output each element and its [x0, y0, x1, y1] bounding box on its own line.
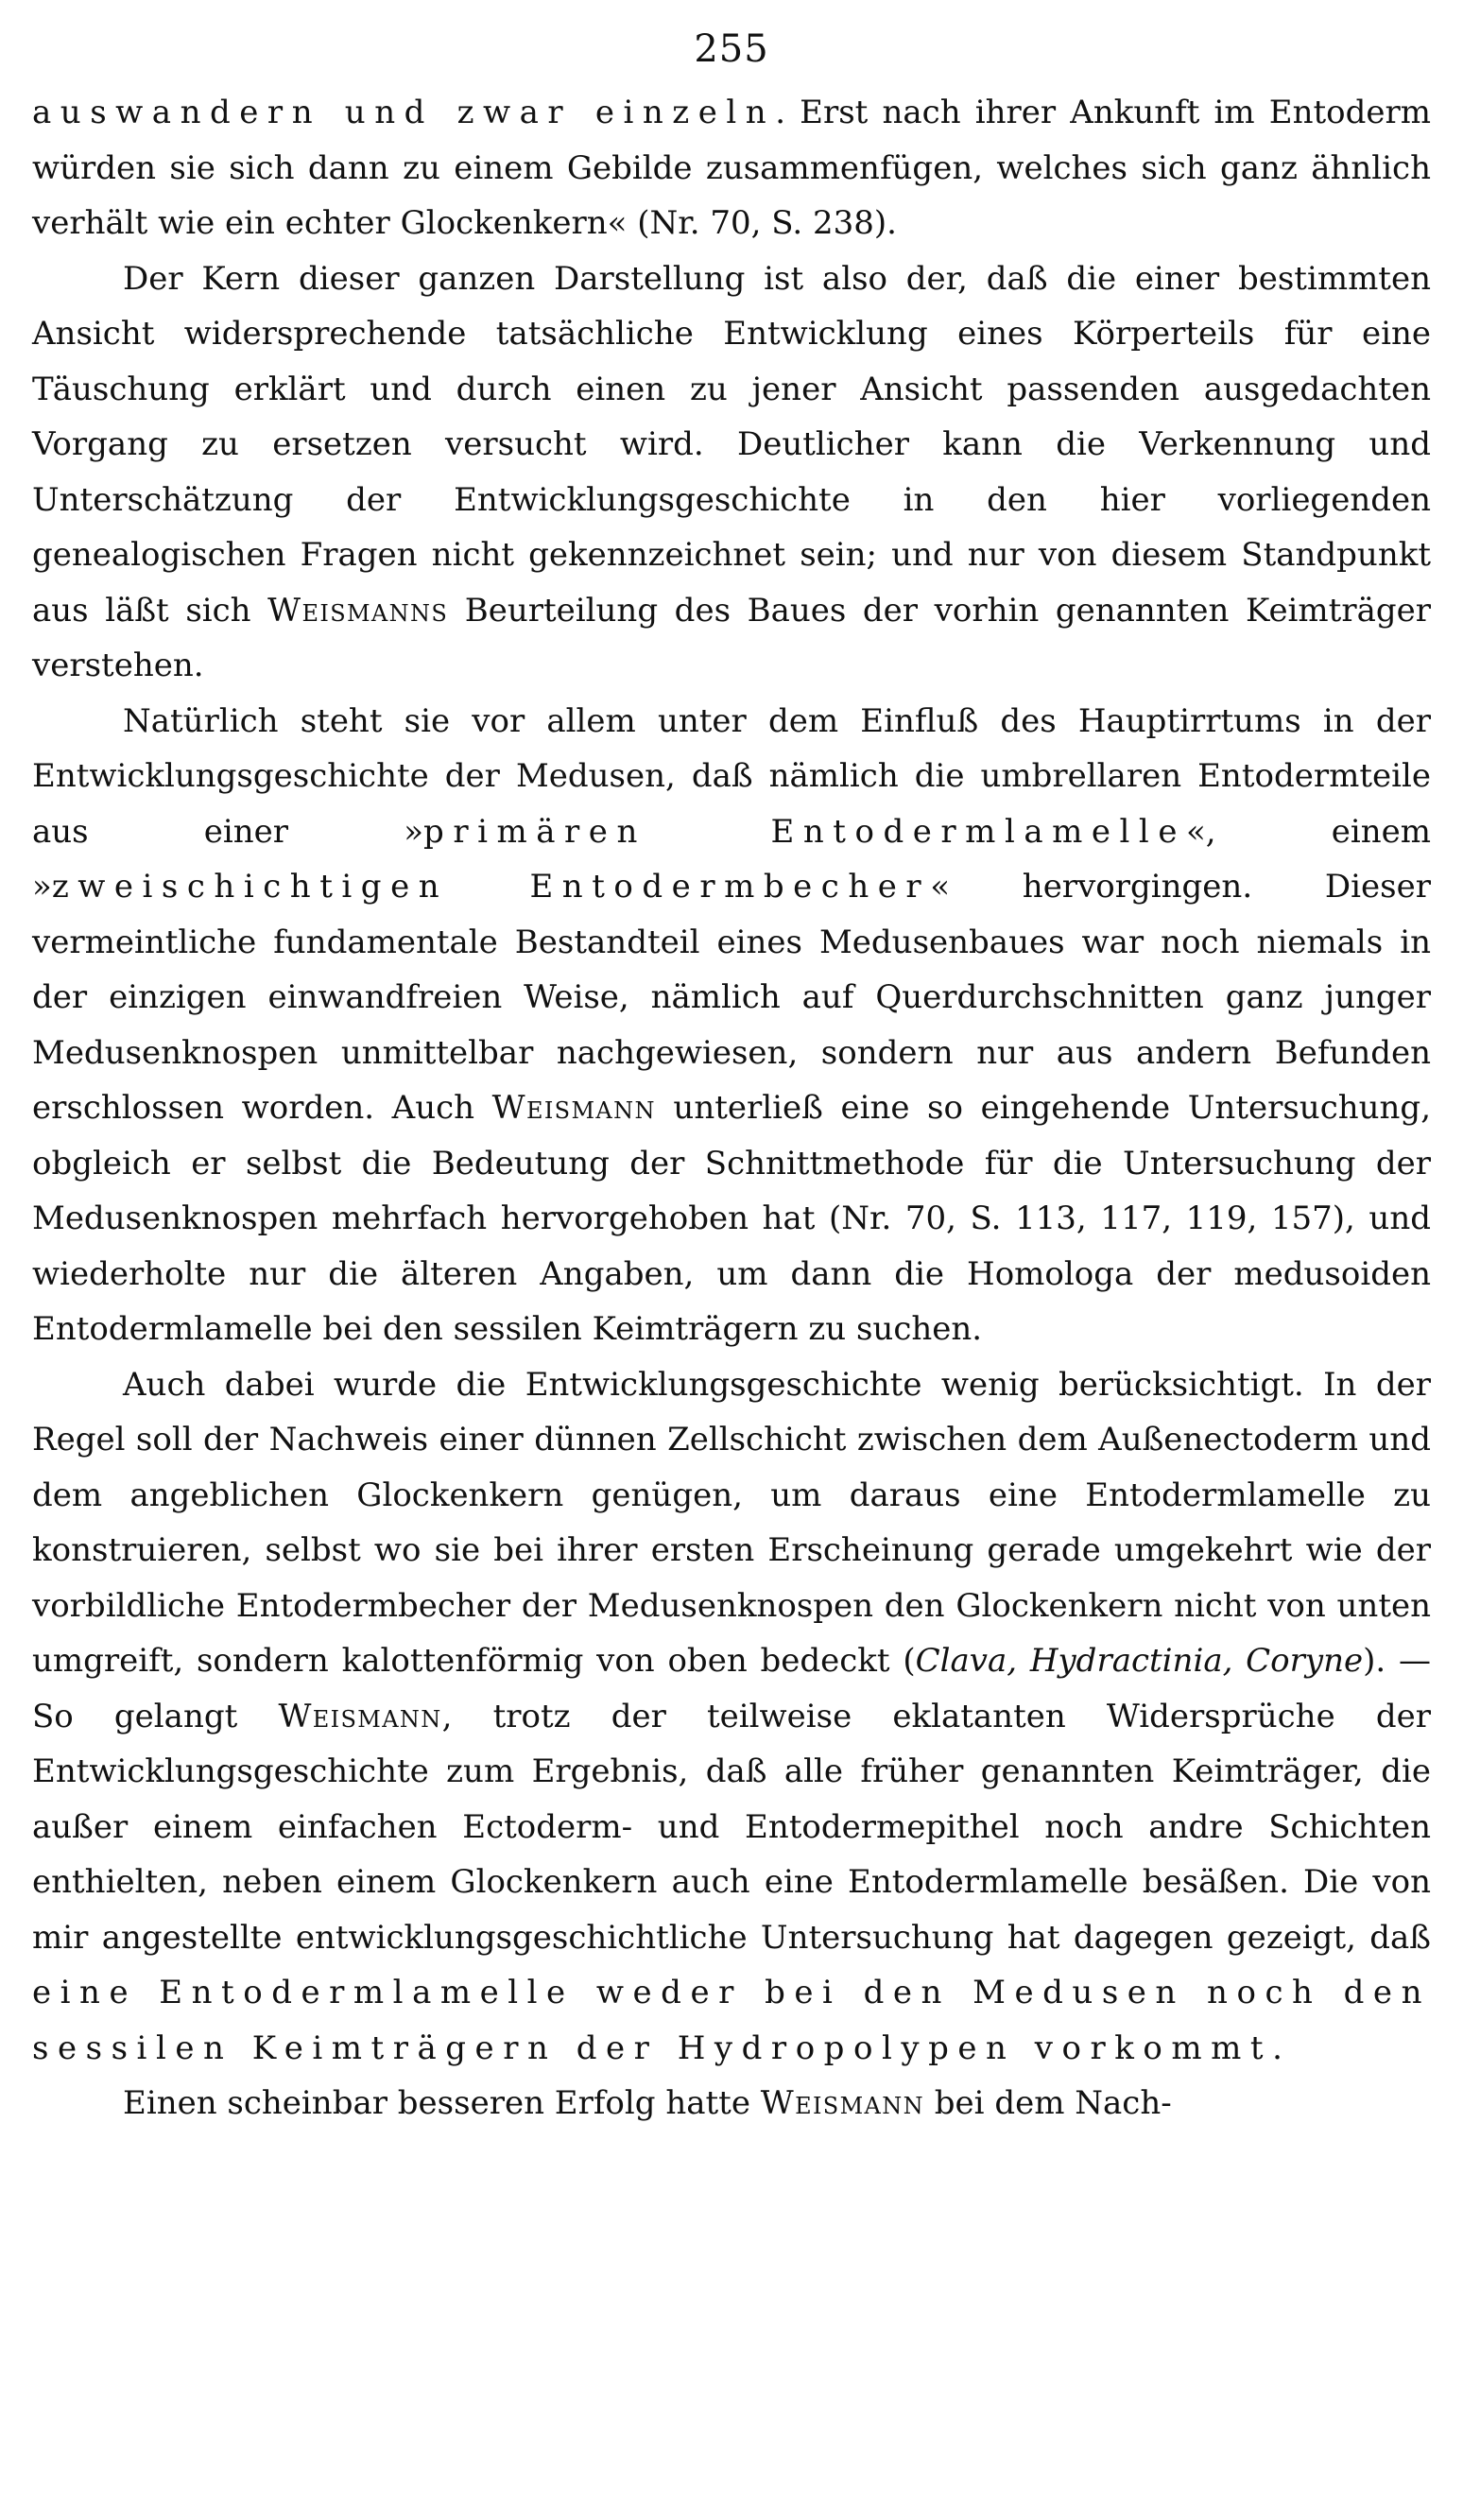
text-run: « hervorgingen. Dieser vermeintliche fundamentale Bestandteil eines Medusenbaues war noch niemals in der einzigen einwandfreien Weise, nämlich auf Querdurchschnitten ganz junger Medusenknospen unmittelbar nachgewiesen, sondern nur aus andern Befunden erschlossen worden. Auch: [32, 868, 1432, 1127]
paragraph: [32, 85, 1431, 251]
paragraph: [32, 694, 1431, 1357]
text-run: Natürlich steht sie vor allem unter dem Einfluß des Hauptirrtums in der Entwicklungsgeschichte der Medusen, daß nämlich die umbrellaren Entodermteile aus einer »: [32, 701, 1431, 851]
text-run: Einen scheinbar besseren Erfolg hatte: [123, 2084, 761, 2122]
author-name: Weismanns: [267, 591, 449, 630]
paragraph: [32, 251, 1431, 694]
text-run: , trotz der teilweise eklatanten Widersprüche der Entwicklungsgeschichte zum Ergebnis, daß alle früher genannten Keimträger, die außer einem einfachen Ectoderm- und Entodermepithel noch andre Schichten enthielten, neben einem Glockenkern auch eine Entodermlamelle besäßen. Die von mir angestellte entwicklungsgeschichtliche Untersuchung hat dagegen gezeigt, daß: [32, 1697, 1431, 1957]
text-run: .: [1272, 2028, 1282, 2067]
text-run: Der Kern dieser ganzen Darstellung ist also der, daß die einer bestimmten Ansicht widersprechende tatsächliche Entwicklung eines Körperteils für eine Täuschung erklärt und durch einen zu jener Ansicht passenden ausgedachten Vorgang zu ersetzen versucht wird. Deutlicher kann die Verkennung und Unterschätzung der Entwicklungsgeschichte in den hier vorliegenden genealogischen Fragen nicht gekennzeichnet sein; und nur von diesem Standpunkt aus läßt sich: [32, 259, 1431, 630]
paragraph: [32, 1357, 1431, 2077]
spaced-emphasis: eine Entodermlamelle weder bei den Medusen noch den sessilen Keimträgern der Hydropolypen vorkommt: [32, 1974, 1431, 2067]
document-page: [32, 19, 1431, 2132]
genus-names: Clava, Hydractinia, Coryne: [915, 1642, 1364, 1680]
page-number: 255: [694, 27, 769, 71]
text-run: «, einem »: [32, 812, 1431, 906]
spaced-emphasis: einzeln: [594, 94, 776, 131]
author-name: Weismann: [491, 1089, 656, 1127]
text-run: Beurteilung des Baues der vorhin genannten Keimträger verstehen.: [32, 591, 1431, 684]
text-run: Auch dabei wurde die Entwicklungsgeschichte wenig berücksichtigt. In der Regel soll der Nachweis einer dünnen Zellschicht zwischen dem Außenectoderm und dem angeblichen Glockenkern genügen, um daraus eine Entodermlamelle zu konstruieren, selbst wo sie bei ihrer ersten Erscheinung gerade umgekehrt wie der vorbildliche Entodermbecher der Medusenknospen den Glockenkern nicht von unten umgreift, sondern kalottenförmig von oben bedeckt (: [32, 1365, 1431, 1680]
spaced-emphasis: primären Entodermlamelle: [423, 812, 1186, 851]
text-run: . Erst nach ihrer Ankunft im Entoderm würden sie sich dann zu einem Gebilde zusammenfügen, welches sich ganz ähnlich verhält wie ein echter Glockenkern« (Nr. 70, S. 238).: [32, 94, 1431, 242]
text-run: ). — So gelangt: [32, 1642, 1431, 1735]
paragraph: [32, 2076, 1431, 2132]
text-run: unterließ eine so eingehende Untersuchung, obgleich er selbst die Bedeutung der Schnittmethode für die Untersuchung der Medusenknospen mehrfach hervorgehoben hat (Nr. 70, S. 113, 117, 119, 157), und wiederholte nur die älteren Angaben, um dann die Homologa der medusoiden Entodermlamelle bei den sessilen Keimträgern zu suchen.: [32, 1089, 1432, 1348]
spaced-emphasis: auswandern und zwar: [32, 94, 595, 131]
spaced-emphasis: zweischichtigen Entodermbecher: [51, 868, 931, 906]
body-text: [32, 85, 1431, 2132]
text-run: bei dem Nach-: [923, 2084, 1172, 2122]
author-name: Weismann: [760, 2084, 924, 2122]
author-name: Weismann: [278, 1697, 442, 1735]
